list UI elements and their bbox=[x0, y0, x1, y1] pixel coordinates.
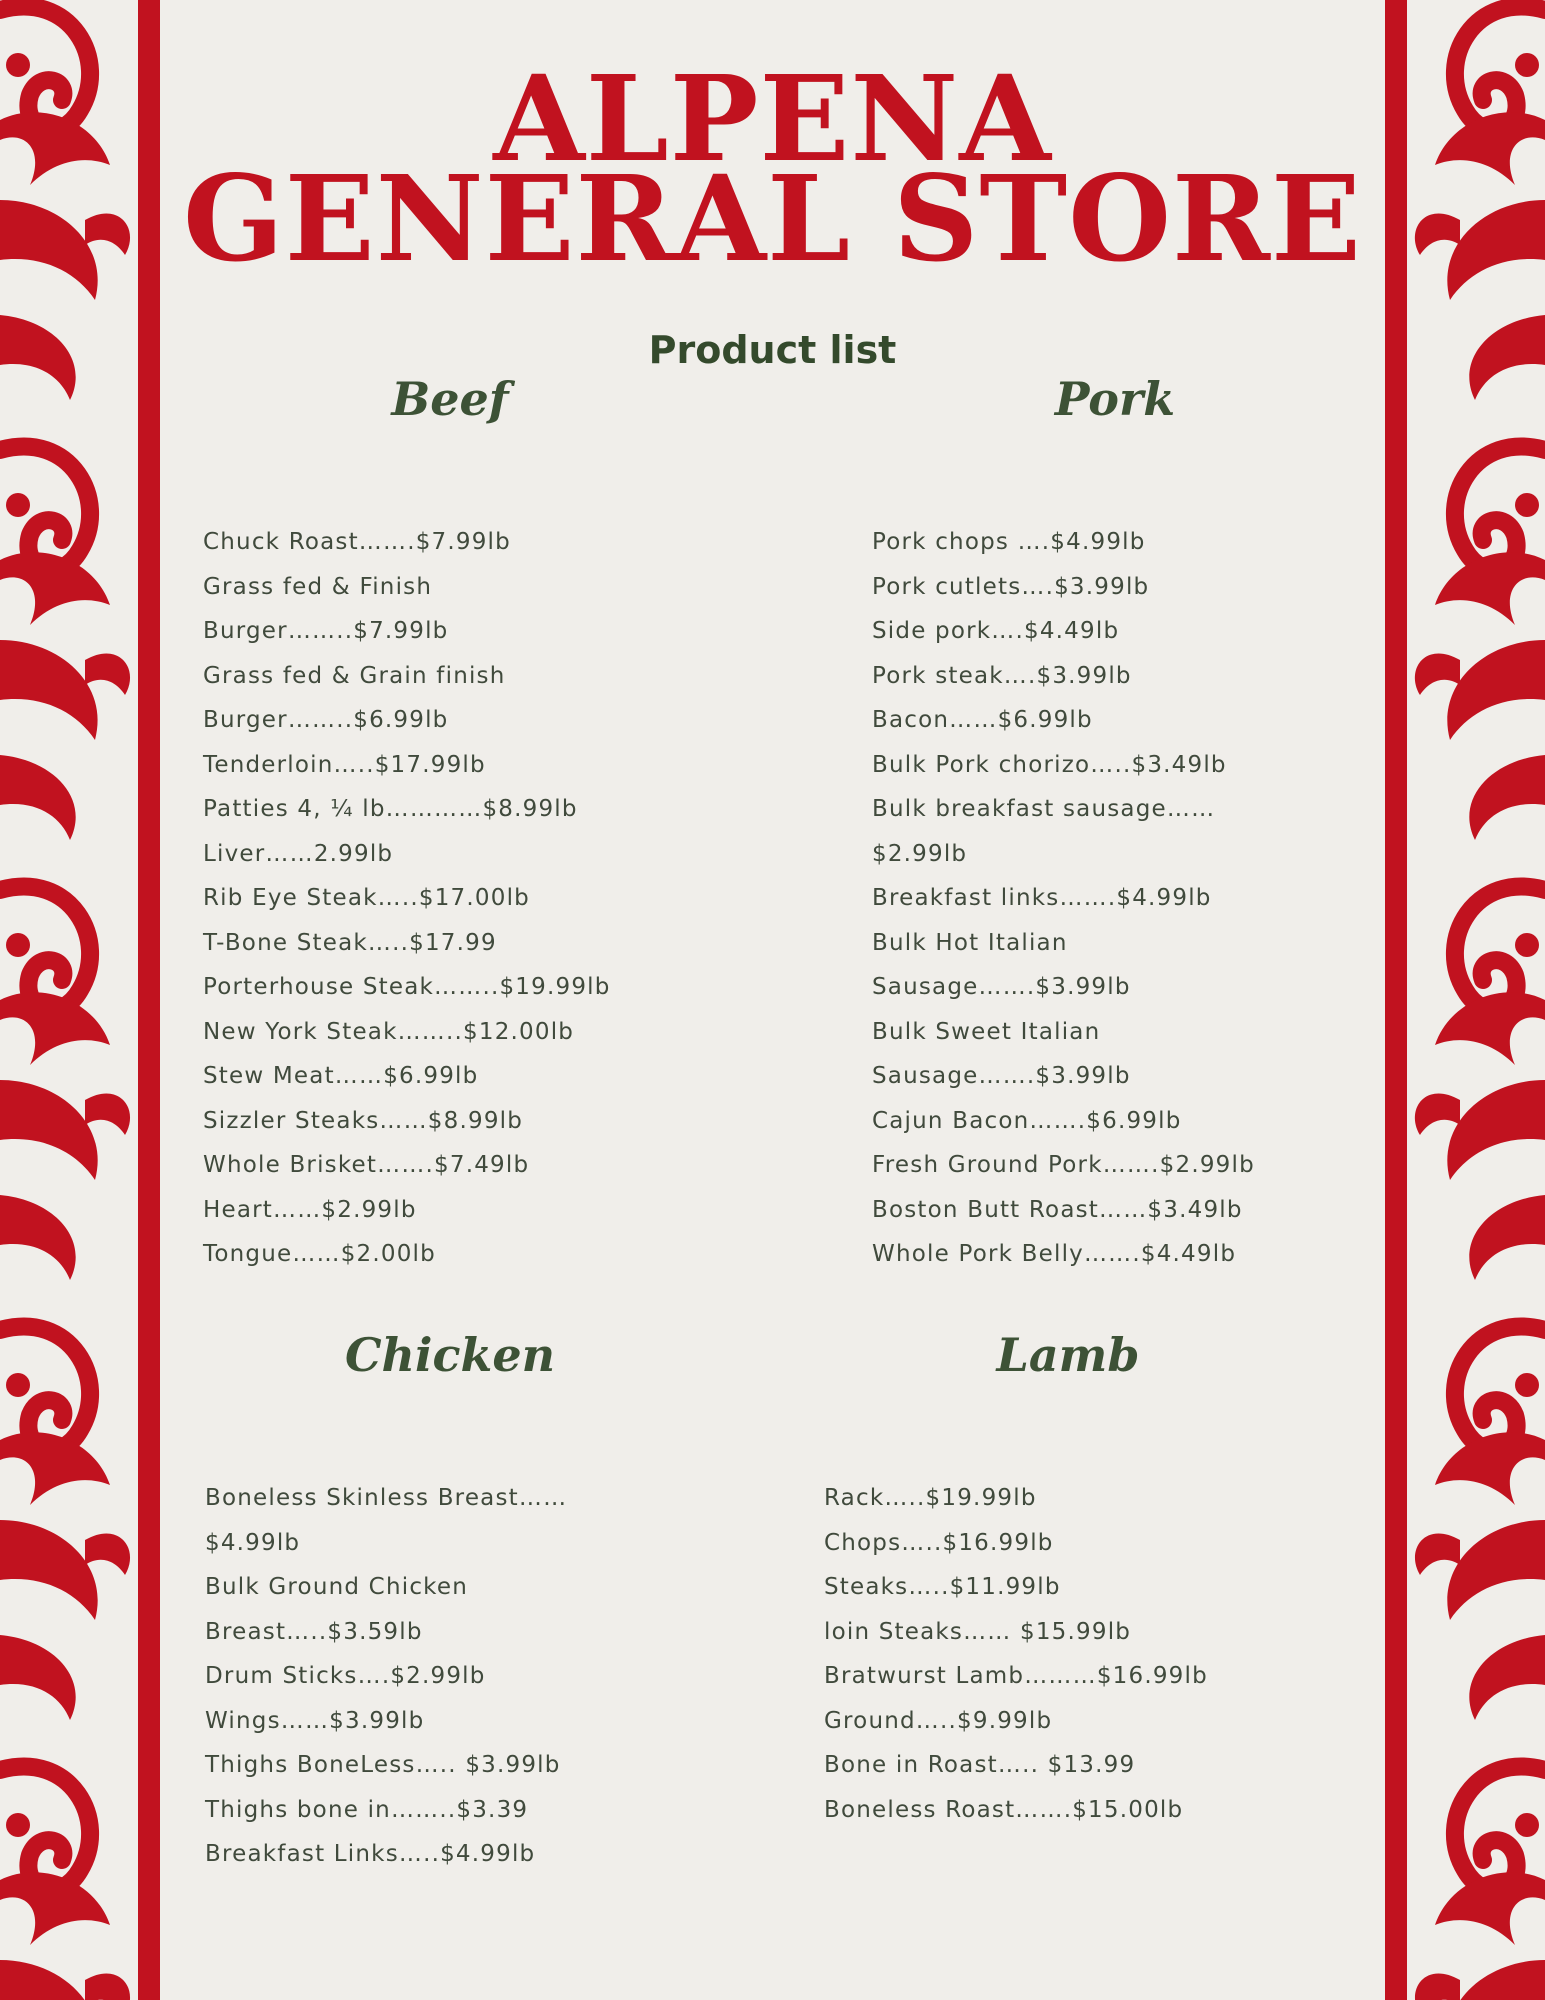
lamb-product-item: Bone in Roast….. $13.99 bbox=[824, 1752, 1136, 1778]
pork-product-item: Boston Butt Roast……$3.49lb bbox=[872, 1196, 1243, 1223]
pork-product-item: Bulk Pork chorizo…..$3.49lb bbox=[872, 751, 1227, 778]
beef-product-item: Chuck Roast…….$7.99lb bbox=[203, 529, 511, 555]
beef-product-item: Rib Eye Steak…..$17.00lb bbox=[203, 885, 530, 911]
chicken-product-item: Thighs BoneLess….. $3.99lb bbox=[205, 1752, 561, 1778]
chicken-section-title: Chicken bbox=[344, 1328, 556, 1382]
lamb-product-item: Chops…..$16.99lb bbox=[824, 1529, 1054, 1556]
pork-product-item: Whole Pork Belly…….$4.49lb bbox=[872, 1241, 1237, 1267]
beef-product-item: Burger……..$7.99lb bbox=[203, 618, 449, 644]
pork-product-item: Pork chops ….$4.99lb bbox=[872, 529, 1146, 555]
pork-product-item: Pork steak….$3.99lb bbox=[872, 662, 1132, 689]
beef-product-list bbox=[203, 520, 611, 1277]
chicken-product-item: $4.99lb bbox=[205, 1529, 301, 1556]
lamb-product-item: Boneless Roast…….$15.00lb bbox=[824, 1796, 1184, 1823]
pork-product-item: Fresh Ground Pork…….$2.99lb bbox=[872, 1152, 1255, 1178]
beef-product-item: Grass fed & Finish bbox=[203, 573, 433, 600]
chicken-product-item: Bulk Ground Chicken bbox=[205, 1574, 468, 1600]
pork-product-item: Breakfast links…….$4.99lb bbox=[872, 885, 1212, 911]
pork-product-item: Bacon……$6.99lb bbox=[872, 707, 1093, 733]
lamb-product-item: Steaks…..$11.99lb bbox=[824, 1574, 1061, 1600]
pork-product-item: Bulk breakfast sausage…… bbox=[872, 796, 1216, 822]
lamb-product-item: Rack…..$19.99lb bbox=[824, 1485, 1037, 1511]
lamb-product-item: loin Steaks…… $15.99lb bbox=[824, 1618, 1132, 1645]
beef-section-title: Beef bbox=[391, 372, 509, 426]
chicken-product-item: Breast…..$3.59lb bbox=[205, 1618, 423, 1645]
chicken-product-list bbox=[205, 1476, 567, 1877]
lamb-product-item: Bratwurst Lamb………$16.99lb bbox=[824, 1663, 1208, 1689]
pork-product-item: $2.99lb bbox=[872, 840, 968, 867]
product-list-heading: Product list bbox=[648, 328, 897, 372]
right-damask-border bbox=[1382, 0, 1545, 2000]
pork-section-title: Pork bbox=[1054, 372, 1176, 426]
chicken-product-item: Boneless Skinless Breast…… bbox=[205, 1485, 568, 1511]
lamb-product-item: Ground…..$9.99lb bbox=[824, 1707, 1053, 1734]
beef-product-item: Tenderloin…..$17.99lb bbox=[203, 751, 486, 778]
pork-product-item: Side pork….$4.49lb bbox=[872, 618, 1120, 644]
lamb-product-list bbox=[824, 1476, 1208, 1832]
beef-product-item: New York Steak……..$12.00lb bbox=[203, 1018, 575, 1045]
pork-product-item: Sausage…….$3.99lb bbox=[872, 1063, 1131, 1089]
chicken-product-item: Thighs bone in……..$3.39 bbox=[205, 1796, 529, 1823]
pork-product-item: Cajun Bacon…….$6.99lb bbox=[872, 1107, 1182, 1134]
beef-product-item: Whole Brisket…….$7.49lb bbox=[203, 1152, 530, 1178]
pork-product-item: Sausage…….$3.99lb bbox=[872, 974, 1131, 1000]
beef-product-item: Sizzler Steaks……$8.99lb bbox=[203, 1107, 524, 1134]
pork-product-item: Bulk Hot Italian bbox=[872, 929, 1068, 956]
beef-product-item: Tongue……$2.00lb bbox=[203, 1241, 436, 1267]
left-damask-border bbox=[0, 0, 163, 2000]
pork-product-list bbox=[872, 520, 1255, 1277]
beef-product-item: T-Bone Steak…..$17.99 bbox=[203, 929, 497, 956]
store-title-line2: GENERAL STORE bbox=[183, 149, 1362, 288]
beef-product-item: Patties 4, ¼ lb…………$8.99lb bbox=[203, 796, 578, 822]
beef-product-item: Liver……2.99lb bbox=[203, 840, 394, 867]
beef-product-item: Heart……$2.99lb bbox=[203, 1196, 417, 1223]
store-title-line1: ALPENA bbox=[493, 49, 1052, 188]
beef-product-item: Burger……..$6.99lb bbox=[203, 707, 449, 733]
beef-product-item: Porterhouse Steak……..$19.99lb bbox=[203, 974, 611, 1000]
pork-product-item: Pork cutlets….$3.99lb bbox=[872, 573, 1150, 600]
beef-product-item: Stew Meat……$6.99lb bbox=[203, 1063, 479, 1089]
chicken-product-item: Drum Sticks….$2.99lb bbox=[205, 1663, 486, 1689]
pork-product-item: Bulk Sweet Italian bbox=[872, 1018, 1101, 1045]
chicken-product-item: Wings……$3.99lb bbox=[205, 1707, 425, 1734]
beef-product-item: Grass fed & Grain finish bbox=[203, 662, 506, 689]
chicken-product-item: Breakfast Links…..$4.99lb bbox=[205, 1841, 536, 1867]
lamb-section-title: Lamb bbox=[996, 1328, 1140, 1382]
